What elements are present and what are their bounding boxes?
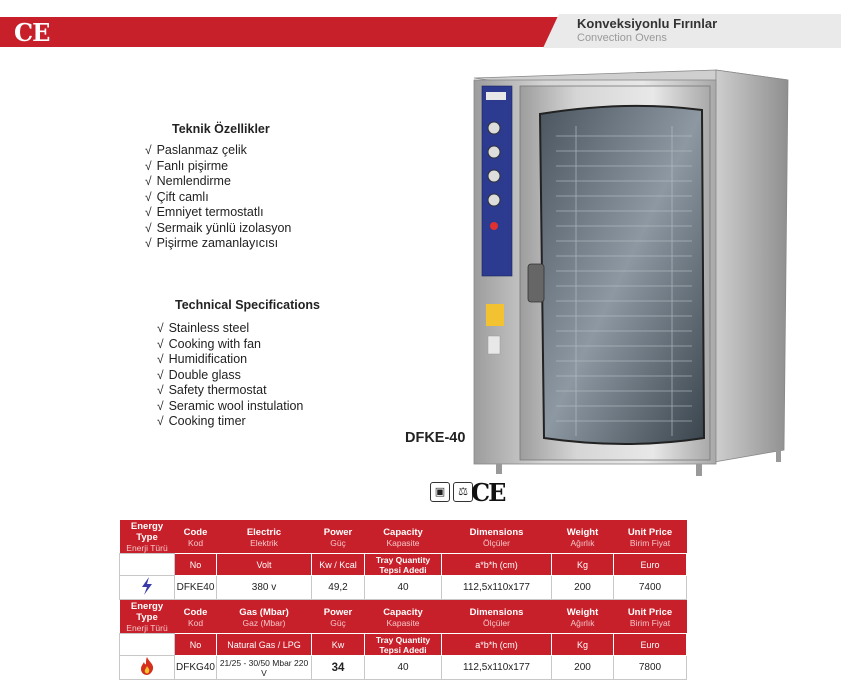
spec-title-tr: Teknik Özellikler [172,122,270,136]
gas-header-row [120,600,687,634]
spec-item: √ Paslanmaz çelik [145,143,291,159]
spec-item: √ Double glass [157,368,303,384]
header-cell: Dimensions Ölçüler [442,600,552,634]
spec-item: √ Stainless steel [157,321,303,337]
electric-unit-row [120,554,687,576]
header-cell: Energy Type Enerji Türü [120,600,175,634]
header-cell: Energy Type Enerji Türü [120,520,175,554]
table-cell: 7400 [614,576,687,600]
table-cell: 200 [552,656,614,680]
table-cell: 380 v [217,576,312,600]
header-cell: Capacity Kapasite [365,600,442,634]
table-cell: 21/25 - 30/50 Mbar 220 V [217,656,312,680]
header-cell: Dimensions Ölçüler [442,520,552,554]
ce-logo: CE [14,18,50,47]
table-cell: 200 [552,576,614,600]
unit-cell: Euro [614,634,687,656]
unit-cell: a*b*h (cm) [442,554,552,576]
spec-item: √ Nemlendirme [145,174,291,190]
header-cell: Power Güç [312,600,365,634]
header-cell: Unit Price Birim Fiyat [614,520,687,554]
header-cell: Code Kod [175,520,217,554]
spec-item: √ Pişirme zamanlayıcısı [145,236,291,252]
category-title-tr: Konveksiyonlu Fırınlar [577,16,718,31]
category-title-en: Convection Ovens [577,32,667,44]
unit-cell: Tray Quantity Tepsi Adedi [365,634,442,656]
spec-title-en: Technical Specifications [175,298,320,312]
unit-cell-blank [120,634,175,656]
table-cell: 7800 [614,656,687,680]
spec-item: √ Sermaik yünlü izolasyon [145,221,291,237]
unit-cell: Kw [312,634,365,656]
spec-item: √ Seramic wool instulation [157,399,303,415]
header-band [0,17,560,47]
electric-header-row [120,520,687,554]
spec-list-tr [145,143,291,252]
unit-cell: Euro [614,554,687,576]
oven-image [466,66,791,506]
spec-item: √ Cooking timer [157,414,303,430]
spec-item: √ Emniyet termostatlı [145,205,291,221]
unit-cell: a*b*h (cm) [442,634,552,656]
weight-icon: ⚖ [453,482,473,502]
spec-item: √ Safety thermostat [157,383,303,399]
lightning-icon [120,576,175,600]
unit-cell: Kg [552,634,614,656]
unit-cell: Natural Gas / LPG [217,634,312,656]
flame-icon [120,656,175,680]
header-cell: Gas (Mbar) Gaz (Mbar) [217,600,312,634]
ce-certification-mark: CE [471,478,505,507]
spec-item: √ Fanlı pişirme [145,159,291,175]
header-cell: Weight Ağırlık [552,600,614,634]
unit-cell-blank [120,554,175,576]
price-table [119,520,687,680]
table-cell: 34 [312,656,365,680]
header-cell: Code Kod [175,600,217,634]
spec-item: √ Çift camlı [145,190,291,206]
unit-cell: Volt [217,554,312,576]
unit-cell: Kg [552,554,614,576]
table-cell: 40 [365,656,442,680]
spec-item: √ Humidification [157,352,303,368]
header-cell: Unit Price Birim Fiyat [614,600,687,634]
gas-data-row [120,656,687,680]
table-cell: 112,5x110x177 [442,576,552,600]
header-cell: Power Güç [312,520,365,554]
header-cell: Weight Ağırlık [552,520,614,554]
spec-list-en [157,321,303,430]
table-cell: DFKE40 [175,576,217,600]
spec-item: √ Cooking with fan [157,337,303,353]
model-label: DFKE-40 [405,430,466,446]
gas-unit-row [120,634,687,656]
oven-tray-icon: ▣ [430,482,450,502]
unit-cell: No [175,634,217,656]
table-cell: 49,2 [312,576,365,600]
unit-cell: Tray Quantity Tepsi Adedi [365,554,442,576]
header-cell: Capacity Kapasite [365,520,442,554]
table-cell: DFKG40 [175,656,217,680]
table-cell: 40 [365,576,442,600]
unit-cell: No [175,554,217,576]
electric-data-row [120,576,687,600]
table-cell: 112,5x110x177 [442,656,552,680]
unit-cell: Kw / Kcal [312,554,365,576]
header-cell: Electric Elektrik [217,520,312,554]
